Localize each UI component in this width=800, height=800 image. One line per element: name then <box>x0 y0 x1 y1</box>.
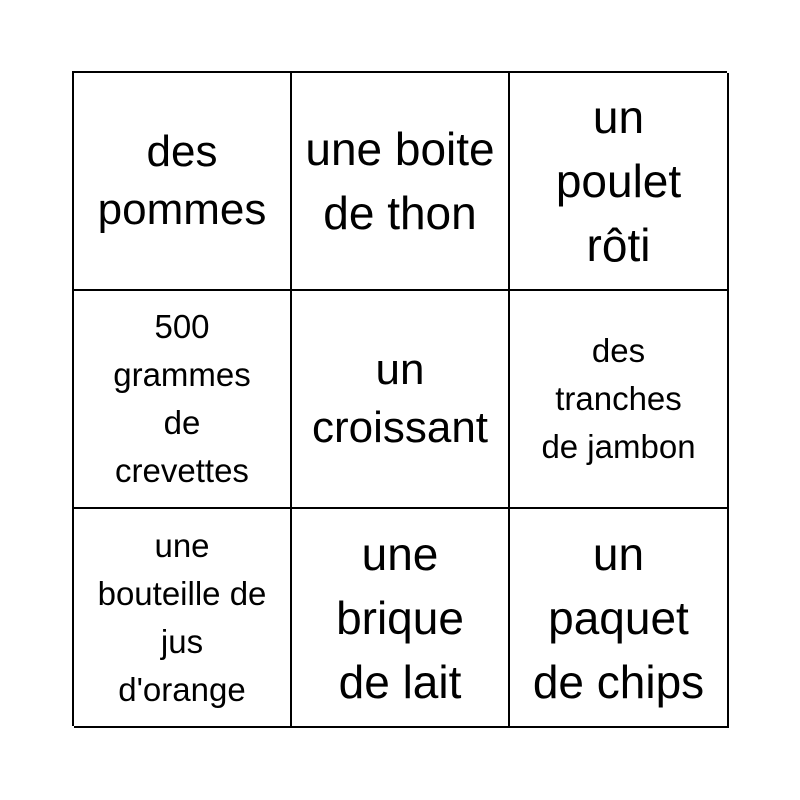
bingo-cell[interactable] <box>292 509 510 728</box>
cell-text: un poulet rôti <box>555 91 682 271</box>
bingo-cell[interactable] <box>292 291 510 509</box>
bingo-card <box>72 71 727 726</box>
bingo-cell[interactable] <box>510 73 729 291</box>
cell-text: une bouteille de jus d'orange <box>97 526 267 708</box>
cell-text: un croissant <box>311 345 489 452</box>
bingo-cell[interactable] <box>74 291 292 509</box>
bingo-cell[interactable] <box>510 509 729 728</box>
cell-text: une brique de lait <box>336 527 464 708</box>
cell-text: 500 grammes de crevettes <box>113 308 251 489</box>
cell-text: des pommes <box>97 127 267 234</box>
cell-text: un paquet de chips <box>532 527 705 708</box>
bingo-cell[interactable] <box>74 509 292 728</box>
cell-text: une boite de thon <box>305 123 495 239</box>
bingo-cell[interactable] <box>510 291 729 509</box>
bingo-cell[interactable] <box>292 73 510 291</box>
cell-text: des tranches de jambon <box>541 332 696 465</box>
bingo-cell[interactable] <box>74 73 292 291</box>
